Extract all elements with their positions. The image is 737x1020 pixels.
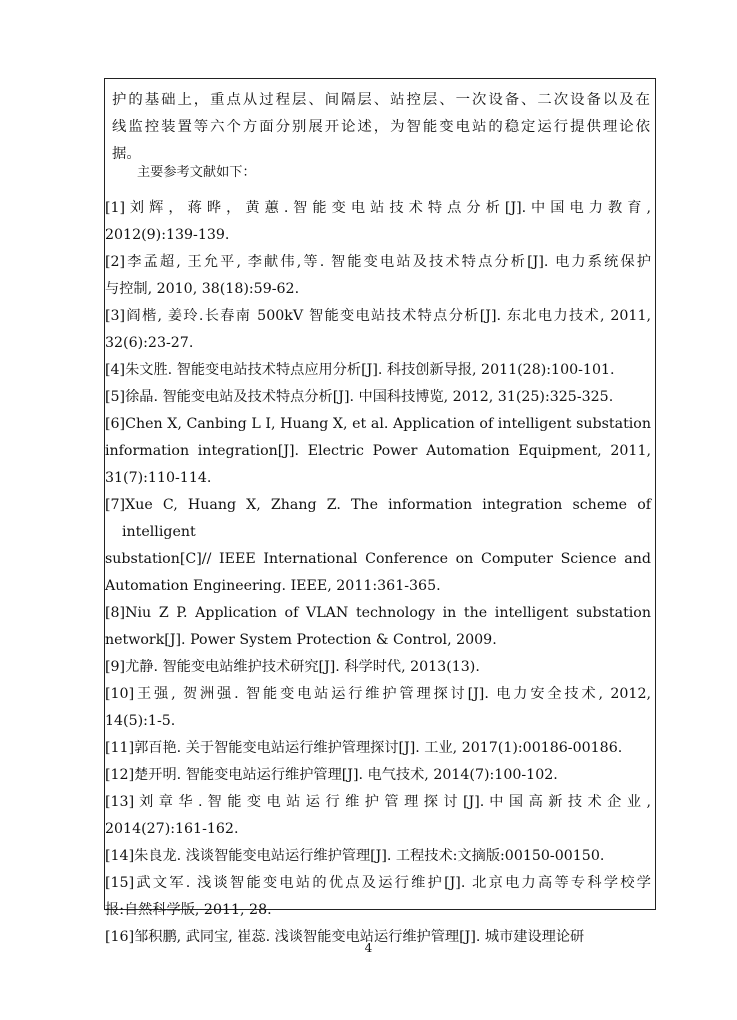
reference-line: information integration[J]. Electric Power Automation Equipment, 2011,: [105, 443, 651, 459]
reference-line: [10]王强, 贺洲强. 智能变电站运行维护管理探讨[J]. 电力安全技术, 2012,: [105, 686, 651, 702]
reference-item: [105, 843, 651, 870]
reference-line: [1] 刘 辉 ， 蒋 晔 ， 黄 蕙 . 智 能 变 电 站 技 术 特 点 分 析 [J]. 中 国 电 力 教 育 ,: [105, 200, 651, 216]
reference-line: [5]徐晶. 智能变电站及技术特点分析[J]. 中国科技博览, 2012, 31(25):325-325.: [105, 389, 614, 405]
reference-line: [6]Chen X, Canbing L I, Huang X, et al. Application of intelligent substation: [105, 416, 651, 432]
reference-line: [14]朱良龙. 浅谈智能变电站运行维护管理[J]. 工程技术:文摘版:00150-00150.: [105, 848, 605, 864]
reference-line: 31(7):110-114.: [105, 470, 212, 486]
references-heading: 主要参考文献如下：: [137, 165, 256, 180]
reference-line: [3]阎楷, 姜玲.长春南 500kV 智能变电站技术特点分析[J]. 东北电力技术, 2011,: [105, 308, 651, 324]
reference-line: [7]Xue C, Huang X, Zhang Z. The information integration scheme of intelligent: [105, 497, 651, 540]
reference-line: [16]邹积鹏, 武同宝, 崔蕊. 浅谈智能变电站运行维护管理[J]. 城市建设理论研: [105, 929, 585, 945]
intro-line: 据。: [112, 146, 141, 162]
reference-item: [105, 654, 651, 681]
reference-line: Automation Engineering. IEEE, 2011:361-365.: [105, 578, 441, 594]
reference-list: [105, 195, 651, 951]
reference-item: [105, 762, 651, 789]
reference-line: [2]李孟超, 王允平, 李献伟,等. 智能变电站及技术特点分析[J]. 电力系统保护: [105, 254, 651, 270]
reference-line: [8]Niu Z P. Application of VLAN technology in the intelligent substation: [105, 605, 651, 621]
reference-item: [105, 249, 651, 303]
reference-item: [105, 492, 651, 600]
intro-line: 护的基础上，重点从过程层、间隔层、站控层、一次设备、二次设备以及在: [112, 92, 650, 108]
intro-line: 线监控装置等六个方面分别展开论述，为智能变电站的稳定运行提供理论依: [112, 119, 650, 135]
reference-item: [105, 681, 651, 735]
reference-line: [15]武文军. 浅谈智能变电站的优点及运行维护[J]. 北京电力高等专科学校学: [105, 875, 651, 891]
reference-line: [9]尤静. 智能变电站维护技术研究[J]. 科学时代, 2013(13).: [105, 659, 480, 675]
reference-item: [105, 870, 651, 924]
reference-item: [105, 384, 651, 411]
reference-line: 32(6):23-27.: [105, 335, 194, 351]
reference-line: [13] 刘 章 华 . 智 能 变 电 站 运 行 维 护 管 理 探 讨 [J]. 中 国 高 新 技 术 企 业 ,: [105, 794, 651, 810]
reference-item: [105, 303, 651, 357]
intro-paragraph: [112, 87, 650, 168]
reference-line: 与控制, 2010, 38(18):59-62.: [105, 281, 300, 297]
reference-line: 2012(9):139-139.: [105, 227, 230, 243]
content-frame: [104, 78, 656, 945]
reference-item: [105, 411, 651, 492]
page-number: 4: [364, 941, 373, 955]
reference-line: [12]楚开明. 智能变电站运行维护管理[J]. 电气技术, 2014(7):100-102.: [105, 767, 558, 783]
reference-line: 14(5):1-5.: [105, 713, 176, 729]
reference-item: [105, 789, 651, 843]
reference-line: 报:自然科学版, 2011, 28.: [105, 902, 272, 918]
reference-line: 2014(27):161-162.: [105, 821, 239, 837]
reference-line: substation[C]// IEEE International Conference on Computer Science and: [105, 551, 651, 567]
reference-line: [4]朱文胜. 智能变电站技术特点应用分析[J]. 科技创新导报, 2011(28):100-101.: [105, 362, 615, 378]
reference-line: [11]郭百艳. 关于智能变电站运行维护管理探讨[J]. 工业, 2017(1):00186-00186.: [105, 740, 623, 756]
reference-item: [105, 600, 651, 654]
reference-item: [105, 357, 651, 384]
reference-item: [105, 735, 651, 762]
reference-item: [105, 195, 651, 249]
reference-line: network[J]. Power System Protection & Control, 2009.: [105, 632, 497, 648]
